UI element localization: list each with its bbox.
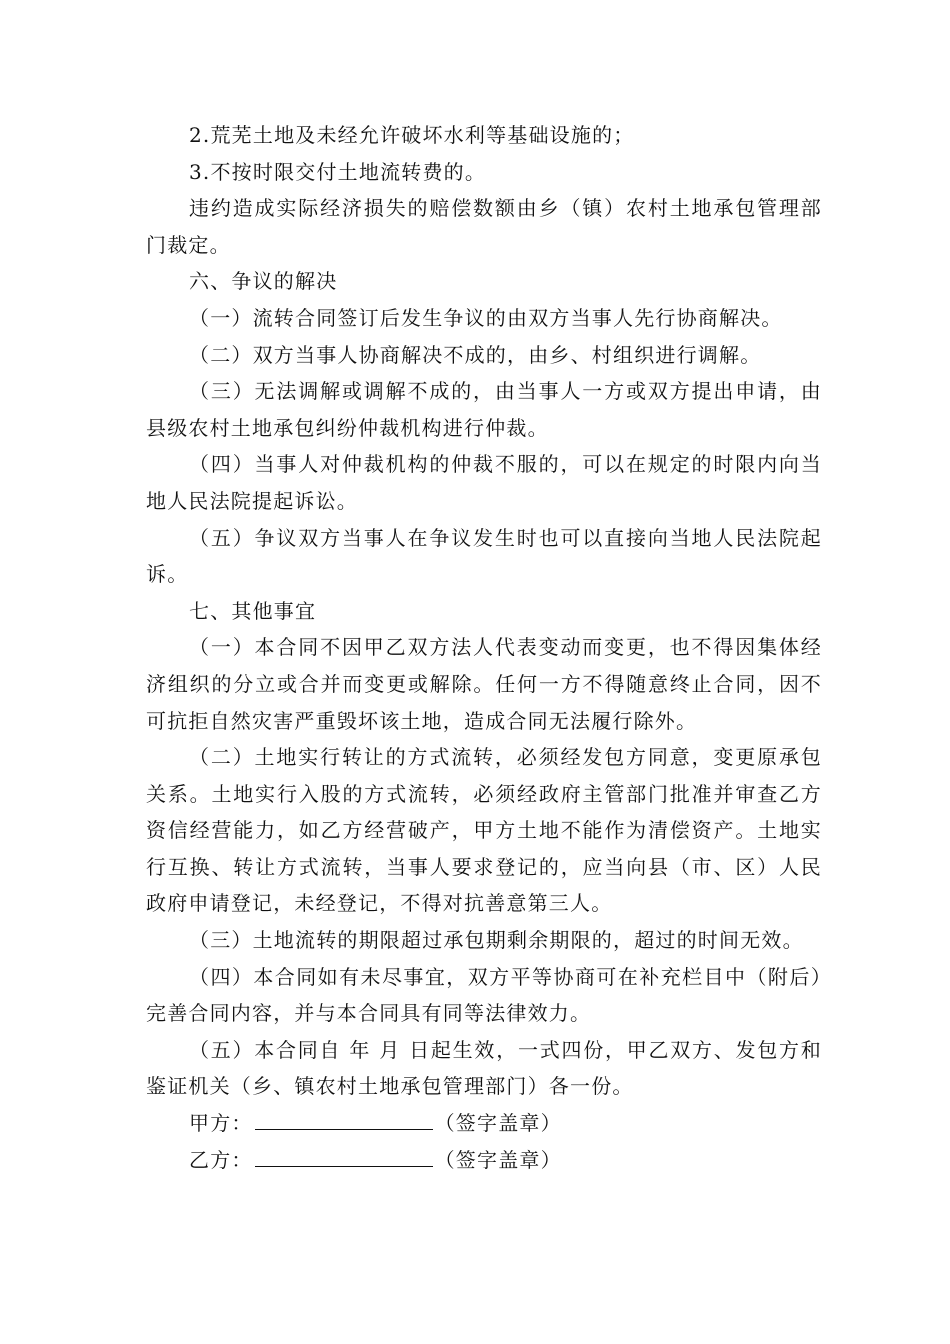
signature-line-party-b xyxy=(146,1142,822,1179)
party-a-label: 甲方： xyxy=(189,1111,253,1136)
party-b-label: 乙方： xyxy=(189,1147,253,1172)
paragraph: （二）土地实行转让的方式流转，必须经发包方同意，变更原承包关系。土地实行入股的方式流转，必须经政府主管部门批准并审查乙方资信经营能力，如乙方经营破产，甲方土地不能作为清偿资产。土地实行互换、转让方式流转，当事人要求登记的，应当向县（市、区）人民政府申请登记，未经登记，不得对抗善意第三人。 xyxy=(146,745,822,916)
section-heading: 六、争议的解决 xyxy=(189,269,338,294)
paragraph: （五）争议双方当事人在争议发生时也可以直接向当地人民法院起诉。 xyxy=(146,525,822,587)
paragraph: （一）流转合同签订后发生争议的由双方当事人先行协商解决。 xyxy=(189,305,783,330)
paragraph: 2.荒芜土地及未经允许破坏水利等基础设施的； xyxy=(189,123,635,147)
paragraph: （五）本合同自 年 月 日起生效，一式四份，甲乙双方、发包方和鉴证机关（乡、镇农村土地承包管理部门）各一份。 xyxy=(146,1037,822,1099)
paragraph: （三）无法调解或调解不成的，由当事人一方或双方提出申请，由县级农村土地承包纠纷仲裁机构进行仲裁。 xyxy=(146,379,822,440)
paragraph: 违约造成实际经济损失的赔偿数额由乡（镇）农村土地承包管理部门裁定。 xyxy=(146,196,822,257)
party-a-note: （签字盖章） xyxy=(434,1111,562,1136)
paragraph: 3.不按时限交付土地流转费的。 xyxy=(189,159,487,184)
document-body xyxy=(146,117,822,1178)
paragraph: （三）土地流转的期限超过承包期剩余期限的，超过的时间无效。 xyxy=(189,928,804,953)
paragraph: （一）本合同不因甲乙双方法人代表变动而变更，也不得因集体经济组织的分立或合并而变更或解除。任何一方不得随意终止合同，因不可抗拒自然灾害严重毁坏该土地，造成合同无法履行除外。 xyxy=(146,635,822,733)
paragraph: （二）双方当事人协商解决不成的，由乡、村组织进行调解。 xyxy=(189,342,762,367)
party-b-note: （签字盖章） xyxy=(434,1147,562,1172)
paragraph: （四）本合同如有未尽事宜，双方平等协商可在补充栏目中（附后）完善合同内容，并与本合同具有同等法律效力。 xyxy=(146,964,822,1026)
signature-line-party-a xyxy=(146,1105,822,1142)
section-heading: 七、其他事宜 xyxy=(189,598,317,623)
party-a-signature-blank xyxy=(255,1107,433,1130)
paragraph: （四）当事人对仲裁机构的仲裁不服的，可以在规定的时限内向当地人民法院提起诉讼。 xyxy=(146,452,822,513)
party-b-signature-blank xyxy=(255,1144,433,1167)
